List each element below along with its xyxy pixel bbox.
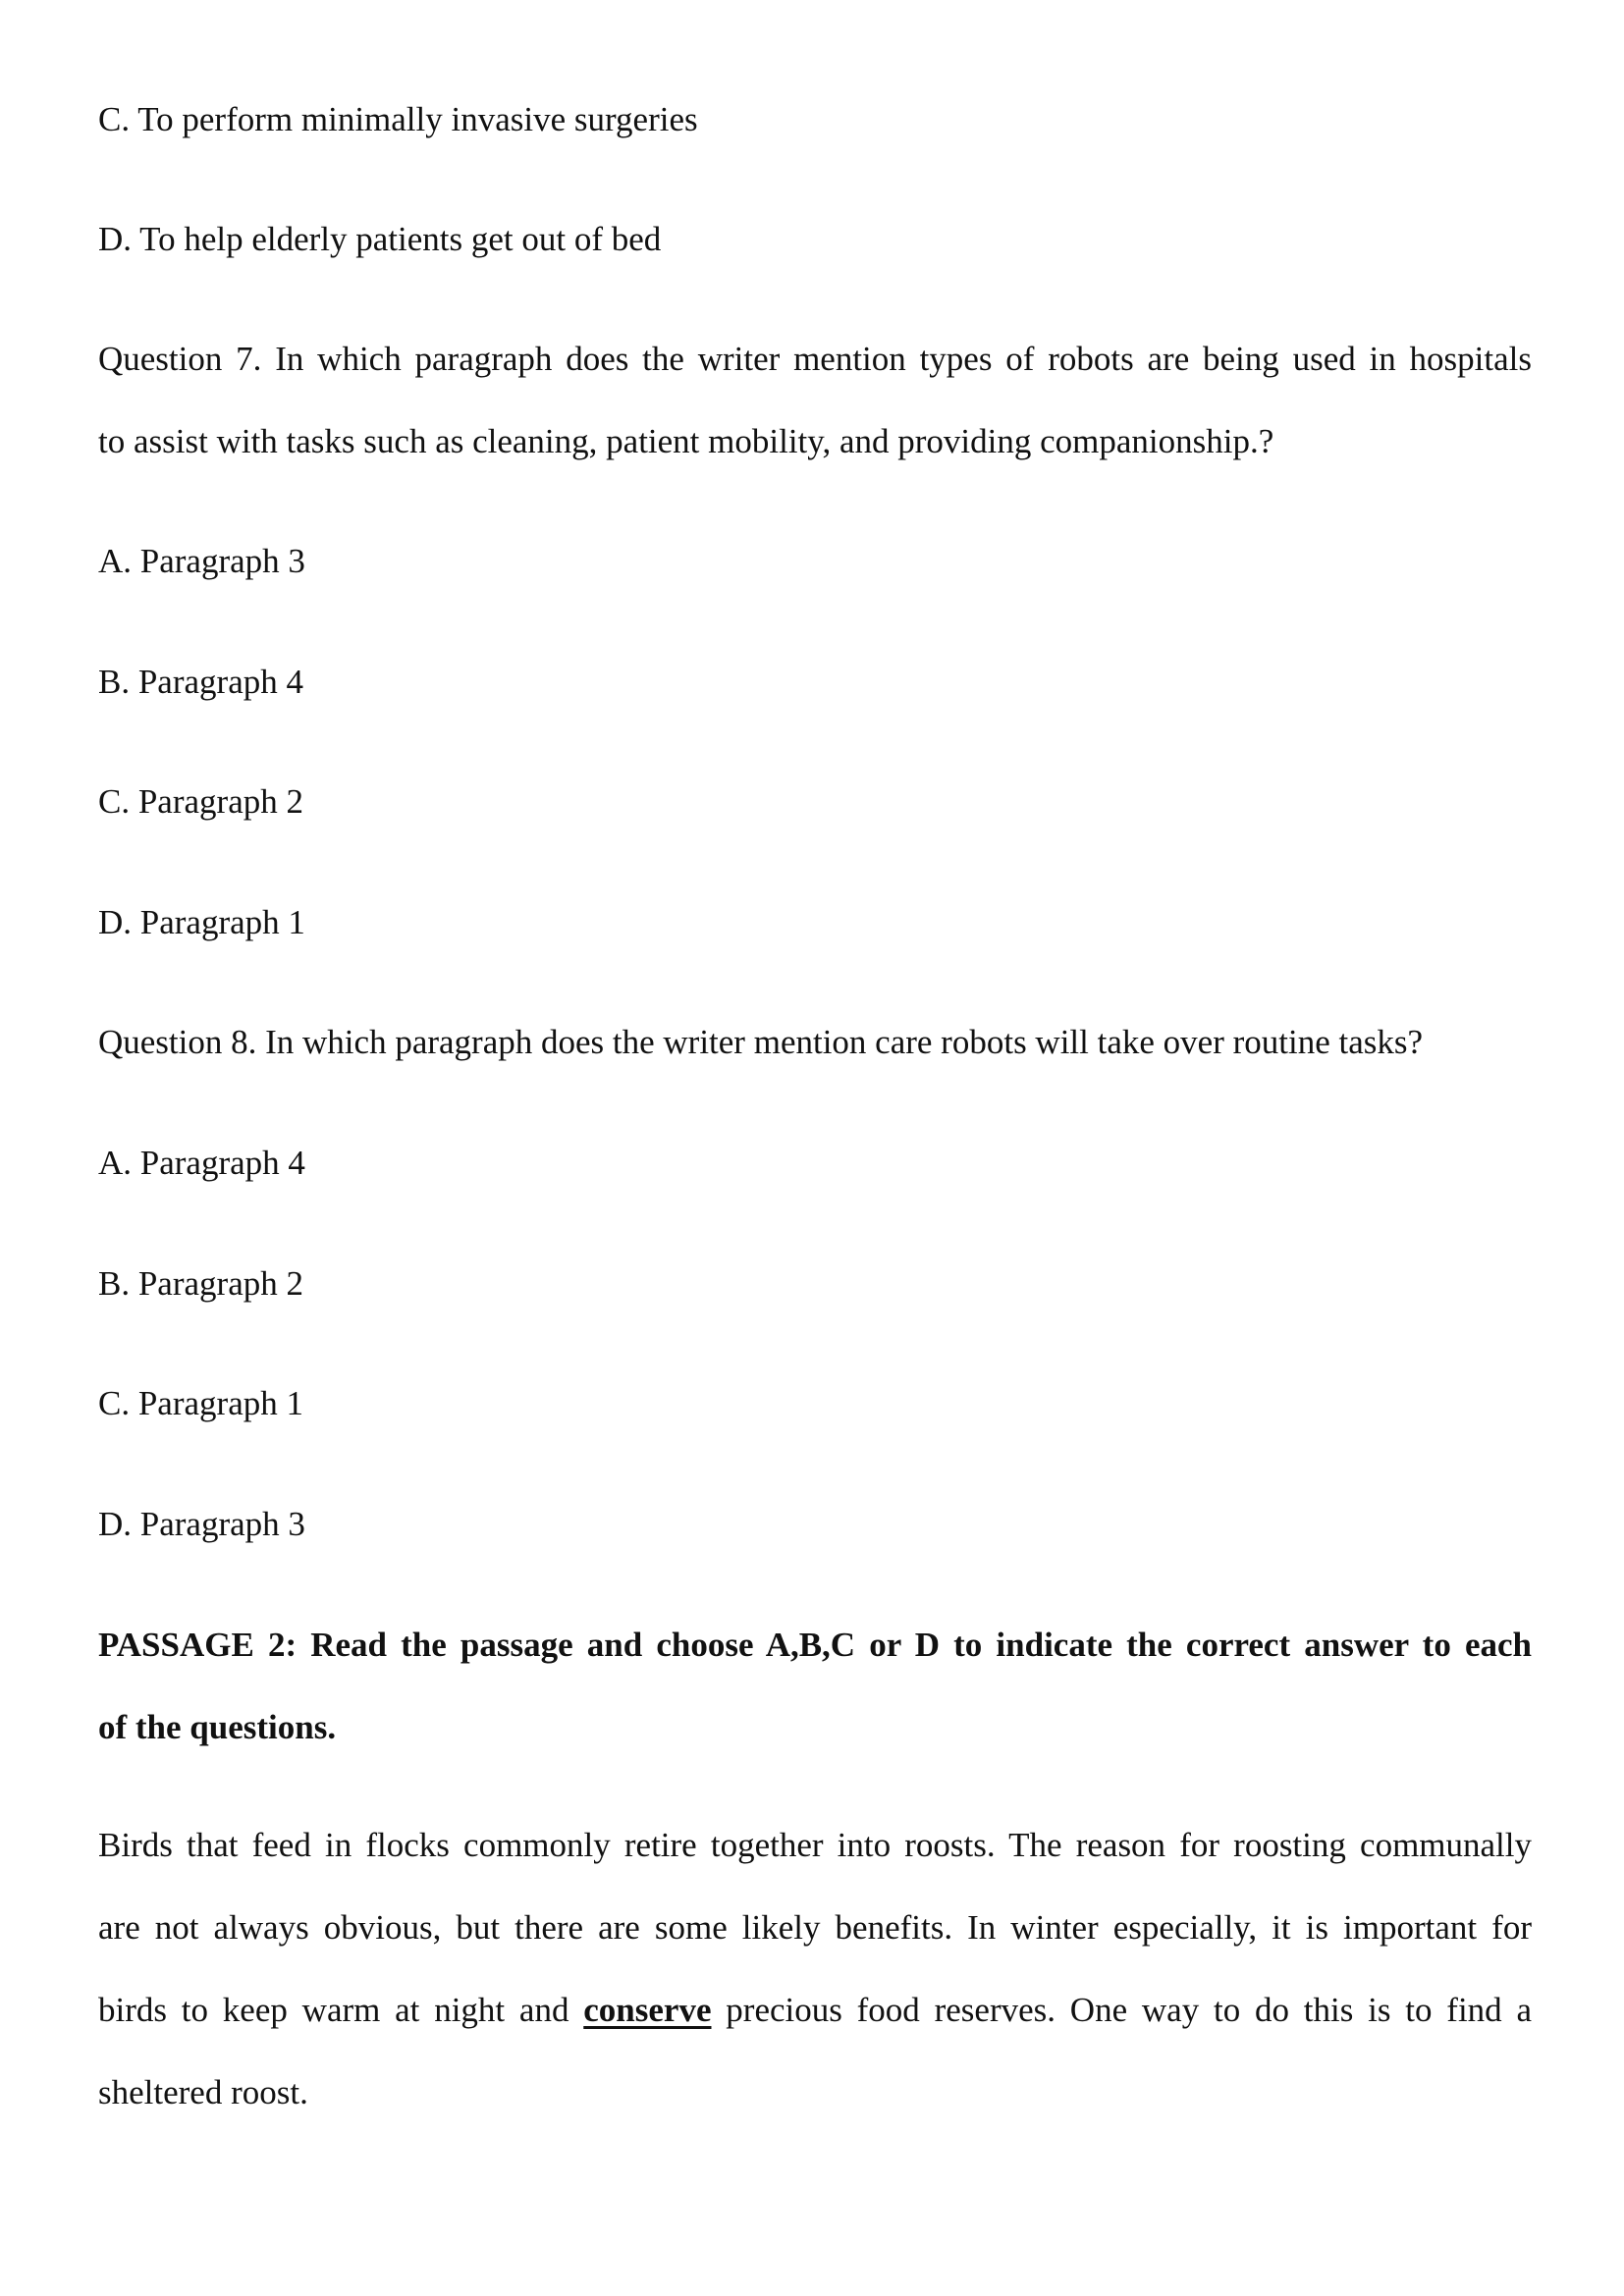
passage-2-text-line-2: are not always obvious, but there are some likely benefits. In winter especially, it is important for [98,1908,1532,1947]
question-7-text-line-1: Question 7. In which paragraph does the writer mention types of robots are being used in hospitals [98,340,1532,378]
passage-2-heading-line-1: PASSAGE 2: Read the passage and choose A,B,C or D to indicate the correct answer to each [98,1626,1532,1664]
passage-2-text-line-3 [98,1990,1532,2031]
q8-option-d: D. Paragraph 3 [98,1505,305,1543]
q8-option-c: C. Paragraph 1 [98,1384,303,1422]
passage-2-text-line-3-end: precious food reserves. One way to do this is to find a [711,1991,1533,2029]
q8-option-b: B. Paragraph 2 [98,1264,303,1303]
passage-2-text-line-4: sheltered roost. [98,2073,308,2111]
q7-option-d: D. Paragraph 1 [98,903,305,941]
q7-option-a: A. Paragraph 3 [98,542,305,580]
question-7-text-line-2: to assist with tasks such as cleaning, patient mobility, and providing companionship.? [98,422,1274,460]
q6-option-c: C. To perform minimally invasive surgeries [98,100,698,138]
passage-2-heading-line-2: of the questions. [98,1708,337,1746]
q7-option-c: C. Paragraph 2 [98,782,303,821]
passage-2-text-line-3-start: birds to keep warm at night and [98,1991,584,2029]
passage-2-text-line-1: Birds that feed in flocks commonly retire together into roosts. The reason for roosting communally [98,1826,1532,1864]
question-8-text: Question 8. In which paragraph does the writer mention care robots will take over routine tasks? [98,1023,1424,1061]
q8-option-a: A. Paragraph 4 [98,1144,305,1182]
keyword-conserve: conserve [583,1991,712,2029]
q6-option-d: D. To help elderly patients get out of bed [98,220,662,258]
q7-option-b: B. Paragraph 4 [98,663,303,701]
